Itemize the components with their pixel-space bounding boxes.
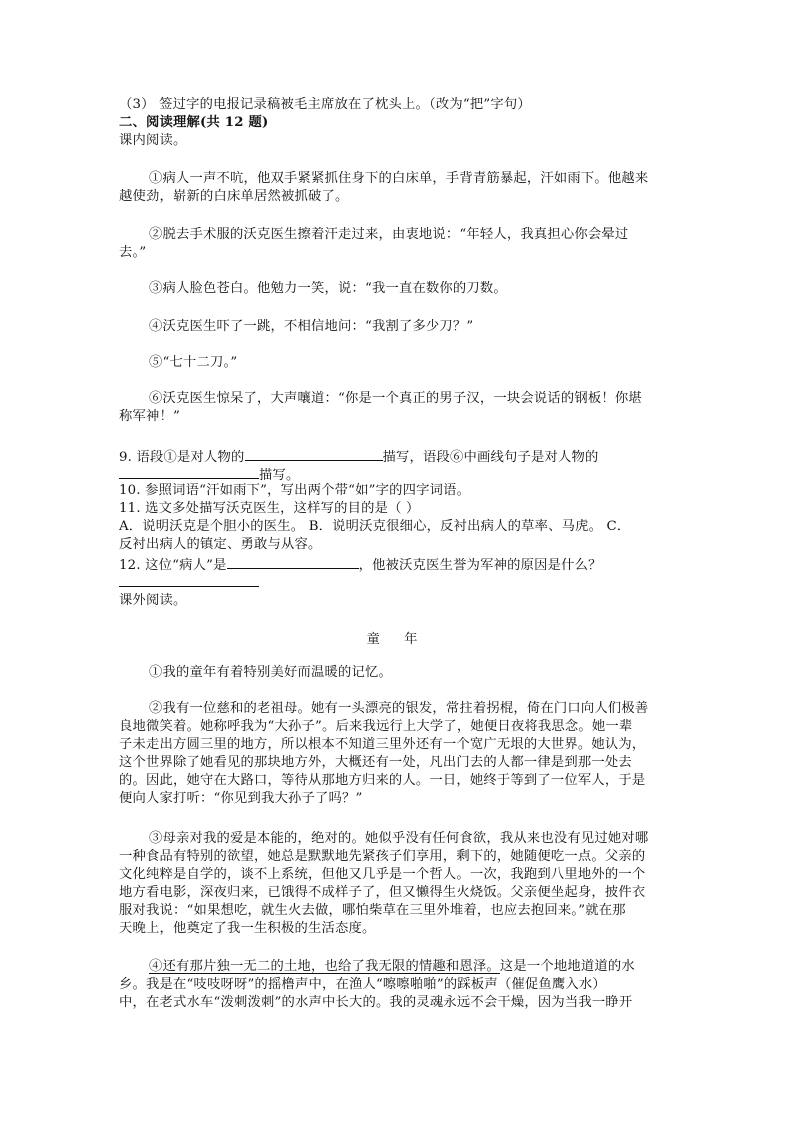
story-para-3-line-4: 地方看电影，深夜归来，已饿得不成样子了，但又懒得生火烧饭。父亲便坐起身，披件衣 — [119, 885, 646, 900]
story-para-3-line-3: 文化纯粹是自学的，谈不上系统，但他又几乎是一个哲人。一次，我跑到八里地外的一个 — [119, 867, 646, 882]
question-10: 10. 参照词语“汗如雨下”，写出两个带“如”字的四字词语。 — [119, 483, 471, 498]
question-12-text-a: 12. 这位“病人”是 — [119, 558, 227, 573]
story-para-4-line-1 — [149, 958, 635, 976]
passage-para-6-line-1: ⑥沃克医生惊呆了，大声嚷道：“你是一个真正的男子汉，一块会说话的钢板！你堪 — [149, 391, 642, 406]
story-para-1: ①我的童年有着特别美好而温暖的记忆。 — [149, 665, 392, 680]
passage-para-2-line-2: 去。” — [119, 245, 147, 260]
story-para-4-line-3: 中，在老式水车“泼刺泼刺”的水声中长大的。我的灵魂永远不会干燥，因为当我一睁开 — [119, 995, 633, 1010]
passage-para-1-line-2: 越使劲，崭新的白床单居然被抓破了。 — [119, 189, 349, 204]
out-of-class-reading-label: 课外阅读。 — [119, 593, 187, 608]
section-heading: 二、阅读理解(共 12 题) — [119, 115, 269, 130]
question-8-3: （3） 签过字的电报记录稿被毛主席放在了枕头上。（改为“把”字句） — [119, 97, 531, 112]
passage-para-3: ③病人脸色苍白。他勉力一笑，说：“我一直在数你的刀数。 — [149, 281, 507, 296]
story-para-2-line-1: ②我有一位慈和的老祖母。她有一头漂亮的银发，常拄着拐棍，倚在门口向人们极善 — [149, 701, 649, 716]
passage-para-2-line-1: ②脱去手术服的沃克医生擦着汗走过来，由衷地说：“年轻人，我真担心你会晕过 — [149, 227, 629, 242]
answer-blank-9a[interactable] — [245, 446, 383, 461]
question-12-line-2 — [119, 572, 259, 593]
question-11-options-line-2: 反衬出病人的镇定、勇敢与从容。 — [119, 537, 322, 552]
story-para-2-line-4: 这个世界除了她看见的那块地方外，大概还有一处，凡出门去的人都一律是到那一处去 — [119, 755, 632, 770]
answer-blank-12b[interactable] — [119, 572, 259, 587]
question-9-text-b: 描写，语段⑥中画线句子是对人物的 — [382, 450, 599, 465]
story-para-4-line-1-rest: 这是一个地地道道的水 — [499, 959, 635, 974]
answer-blank-9b[interactable] — [119, 464, 259, 479]
story-para-2-line-2: 良地微笑着。她称呼我为“大孙子”。后来我远行上大学了，她便日夜将我思念。她一辈 — [119, 719, 633, 734]
story-para-3-line-1: ③母亲对我的爱是本能的，绝对的。她似乎没有任何食欲，我从来也没有见过她对哪 — [149, 831, 649, 846]
story-para-3-line-6: 天晚上，他奠定了我一生积极的生活态度。 — [119, 921, 376, 936]
question-11: 11. 选文多处描写沃克医生，这样写的目的是（ ） — [119, 501, 420, 516]
answer-blank-12a[interactable] — [227, 554, 359, 569]
story-para-4-line-2: 乡。我是在“吱吱呀呀”的摇橹声中，在渔人“嚓嚓啪啪”的踩板声（催促鱼鹰入水） — [119, 977, 606, 992]
passage-para-6-line-2: 称军神！” — [119, 409, 180, 424]
question-11-options-line-1: A．说明沃克是个胆小的医生。 B．说明沃克很细心，反衬出病人的草率、马虎。 C． — [119, 519, 631, 534]
passage-para-5: ⑤“七十二刀。” — [149, 355, 238, 370]
story-para-3-line-5: 服对我说：“如果想吃，就生火去做，哪怕柴草在三里外堆着，也应去抱回来。”就在那 — [119, 903, 626, 918]
underlined-sentence: ④还有那片独一无二的土地，也给了我无限的情趣和恩泽。 — [149, 959, 500, 974]
passage-para-1-line-1: ①病人一声不吭，他双手紧紧抓住身下的白床单，手背青筋暴起，汗如雨下。他越来 — [149, 171, 649, 186]
passage-para-4: ④沃克医生吓了一跳，不相信地问：“我割了多少刀？” — [149, 319, 474, 334]
story-para-2-line-5: 的。因此，她守在大路口，等待从那地方归来的人。一日，她终于等到了一位军人，于是 — [119, 773, 646, 788]
question-9-text-c: 描写。 — [259, 468, 300, 483]
story-para-3-line-2: 一种食品有特别的欲望，她总是默默地先紧孩子们享用，剩下的，她随便吃一点。父亲的 — [119, 849, 646, 864]
story-para-2-line-3: 子未走出方圆三里的地方，所以根本不知道三里外还有一个宽广无垠的大世界。她认为， — [119, 737, 646, 752]
question-9-text-a: 9. 语段①是对人物的 — [119, 450, 245, 465]
story-para-2-line-6: 便向人家打听：“你见到我大孙子了吗？” — [119, 791, 363, 806]
question-12-text-b: ，他被沃克医生誉为军神的原因是什么？ — [358, 558, 602, 573]
story-title: 童 年 — [366, 632, 428, 647]
in-class-reading-label: 课内阅读。 — [119, 133, 187, 148]
